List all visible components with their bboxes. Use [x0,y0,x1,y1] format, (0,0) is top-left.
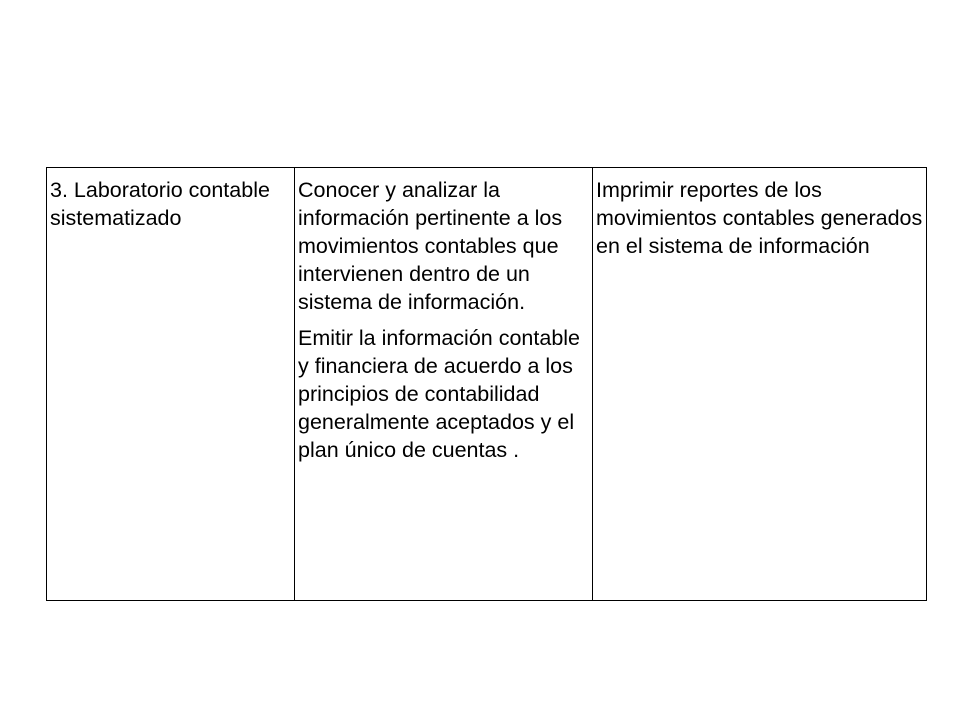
table-row [47,168,927,601]
module-name: 3. Laboratorio contable sistematizado [50,178,270,230]
activities-cell [593,168,927,601]
activity-text: Imprimir reportes de los movimientos contables generados en el sistema de información [596,178,923,258]
objective-text: Conocer y analizar la información pertinente a los movimientos contables que intervienen dentro de un sistema de información. [298,178,563,314]
module-cell [47,168,295,601]
objectives-cell [295,168,593,601]
content-table [46,167,927,601]
objective-text: Emitir la información contable y financiera de acuerdo a los principios de contabilidad generalmente aceptados y el plan único de cuentas . [298,326,581,462]
